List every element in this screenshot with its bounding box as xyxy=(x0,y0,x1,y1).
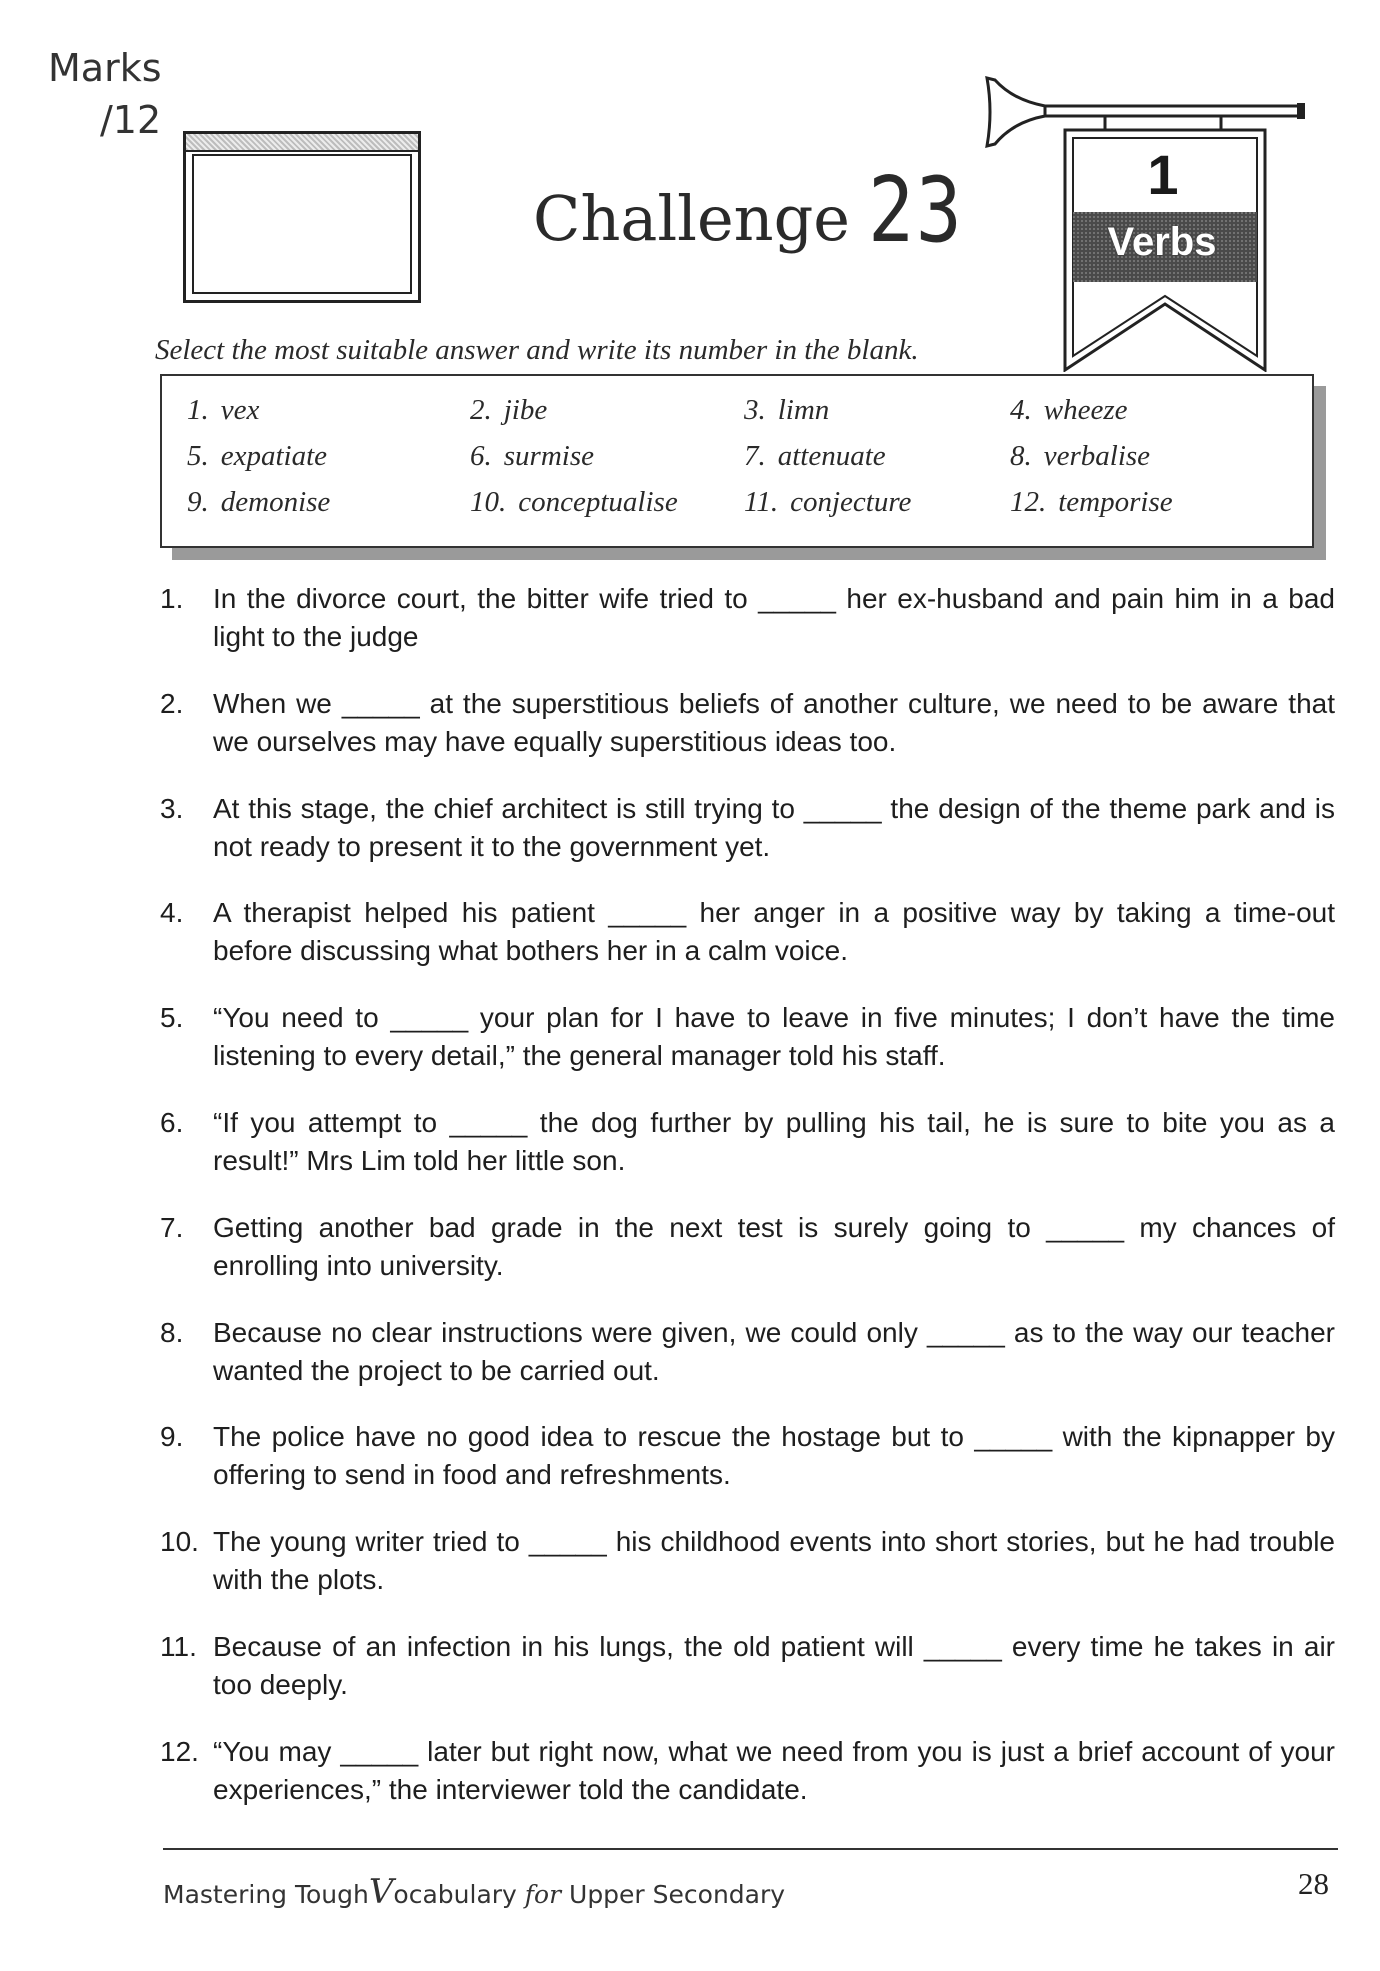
page-number: 28 xyxy=(1298,1866,1329,1901)
word-option: 8. verbalise xyxy=(1010,440,1151,472)
word-option: 6. surmise xyxy=(470,440,594,472)
word-option: 9. demonise xyxy=(187,486,331,518)
question-number: 2. xyxy=(160,688,184,719)
question-number: 3. xyxy=(160,793,184,824)
question-number: 11. xyxy=(160,1631,197,1662)
question-number: 7. xyxy=(160,1212,184,1243)
marks-box-tab xyxy=(186,134,418,152)
question-number: 10. xyxy=(160,1526,199,1557)
question-item xyxy=(160,894,1335,970)
question-item xyxy=(160,999,1335,1075)
question-item xyxy=(160,1628,1335,1704)
question-text: When we _____ at the superstitious beliefs of another culture, we need to be aware that we ourselves may have equally superstitious ideas too. xyxy=(213,688,1335,757)
footer-divider xyxy=(163,1848,1338,1850)
question-text: A therapist helped his patient _____ her anger in a positive way by taking a time-out before discussing what bothers her in a calm voice. xyxy=(213,897,1335,966)
word-option: 10. conceptualise xyxy=(470,486,678,518)
question-text: At this stage, the chief architect is still trying to _____ the design of the theme park and is not ready to present it to the government yet. xyxy=(213,793,1335,862)
question-item xyxy=(160,1523,1335,1599)
word-option: 5. expatiate xyxy=(187,440,328,472)
word-option: 11. conjecture xyxy=(744,486,912,518)
challenge-number: 23 xyxy=(868,158,964,263)
question-text: Because of an infection in his lungs, the old patient will _____ every time he takes in air too deeply. xyxy=(213,1631,1335,1700)
marks-total: /12 xyxy=(100,98,162,142)
question-number: 1. xyxy=(160,583,184,614)
question-text: “If you attempt to _____ the dog further by pulling his tail, he is sure to bite you as a result!” Mrs Lim told her little son. xyxy=(213,1107,1335,1176)
question-number: 6. xyxy=(160,1107,184,1138)
footer-book-title: Mastering ToughVocabulary for Upper Secondary xyxy=(163,1872,786,1912)
question-item xyxy=(160,685,1335,761)
word-bank xyxy=(160,374,1314,548)
question-text: In the divorce court, the bitter wife tried to _____ her ex-husband and pain him in a bad light to the judge xyxy=(213,583,1335,652)
question-number: 9. xyxy=(160,1421,184,1452)
question-number: 8. xyxy=(160,1317,184,1348)
marks-label: Marks xyxy=(48,46,162,90)
question-text: The young writer tried to _____ his childhood events into short stories, but he had trouble with the plots. xyxy=(213,1526,1335,1595)
word-option: 1. vex xyxy=(187,394,260,426)
word-option: 12. temporise xyxy=(1010,486,1173,518)
question-item xyxy=(160,580,1335,656)
question-number: 5. xyxy=(160,1002,184,1033)
question-text: “You may _____ later but right now, what we need from you is just a brief account of your experiences,” the interviewer told the candidate. xyxy=(213,1736,1335,1805)
word-option: 2. jibe xyxy=(470,394,548,426)
question-item xyxy=(160,1733,1335,1809)
question-number: 12. xyxy=(160,1736,199,1767)
question-text: The police have no good idea to rescue the hostage but to _____ with the kipnapper by offering to send in food and refreshments. xyxy=(213,1421,1335,1490)
question-item xyxy=(160,1209,1335,1285)
question-item xyxy=(160,1418,1335,1494)
question-number: 4. xyxy=(160,897,184,928)
marks-box-inner xyxy=(192,154,412,294)
question-text: “You need to _____ your plan for I have to leave in five minutes; I don’t have the time listening to every detail,” the general manager told his staff. xyxy=(213,1002,1335,1071)
question-item xyxy=(160,1314,1335,1390)
question-text: Because no clear instructions were given, we could only _____ as to the way our teacher wanted the project to be carried out. xyxy=(213,1317,1335,1386)
question-item xyxy=(160,1104,1335,1180)
banner-label: Verbs xyxy=(1107,220,1217,264)
marks-box xyxy=(183,131,421,303)
word-option: 7. attenuate xyxy=(744,440,886,472)
question-item xyxy=(160,790,1335,866)
word-option: 4. wheeze xyxy=(1010,394,1128,426)
instruction-text: Select the most suitable answer and write its number in the blank. xyxy=(155,334,919,366)
word-option: 3. limn xyxy=(744,394,830,426)
challenge-title: Challenge xyxy=(533,182,850,255)
question-text: Getting another bad grade in the next test is surely going to _____ my chances of enrolling into university. xyxy=(213,1212,1335,1281)
banner-number: 1 xyxy=(1147,143,1179,206)
